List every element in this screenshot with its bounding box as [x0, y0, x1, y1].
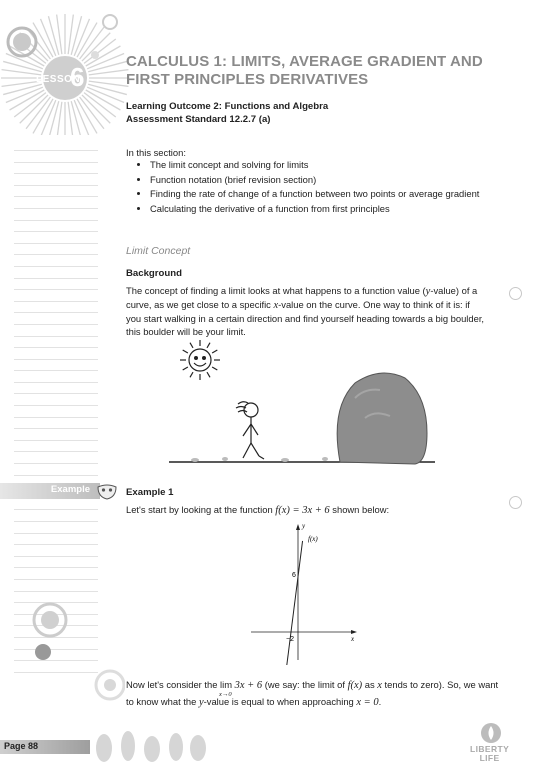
limit-notation: lim x→0	[219, 679, 233, 698]
curve-label: f(x)	[308, 535, 318, 543]
example-text: Let's start by looking at the function f(x) = 3x + 6 shown below:	[126, 504, 390, 516]
function-graph	[245, 520, 365, 665]
background-paragraph: The concept of finding a limit looks at what happens to a function value (y-value) of a curve, as we get close to a specific x-value on the curve. One way to think of it is: if you start walking in a certain direction and find yourself heading towards a big boulder, this boulder will be your limit.	[126, 285, 485, 337]
lesson-sunburst-graphic	[0, 0, 130, 135]
liberty-logo-icon	[480, 722, 502, 744]
background-heading: Background	[126, 268, 182, 279]
example-heading: Example 1	[126, 487, 174, 498]
x-axis-label: x	[351, 635, 355, 643]
binder-hole	[509, 496, 522, 509]
learning-outcome: Learning Outcome 2: Functions and Algebra Assessment Standard 12.2.7 (a)	[126, 101, 329, 125]
example-tab: Example	[0, 483, 100, 499]
lesson-label: LESSON	[36, 74, 81, 85]
page-title: CALCULUS 1: LIMITS, AVERAGE GRADIENT AND FIRST PRINCIPLES DERIVATIVES	[126, 53, 483, 88]
function-line	[286, 541, 302, 665]
list-item: • Calculating the derivative of a function from first principles	[150, 202, 480, 215]
decorative-circles	[15, 590, 125, 710]
list-item: • Finding the rate of change of a function between two points or average gradient	[150, 187, 480, 200]
page-number: Page 88	[0, 740, 90, 754]
limit-paragraph: Now let's consider the lim x→0 3x + 6 (we say: the limit of f(x) as x tends to zero). So, we want to know what the y-value is equal to when approaching x = 0.	[126, 679, 499, 708]
lesson-number: 6	[70, 62, 85, 92]
binder-hole	[509, 287, 522, 300]
mask-icon	[96, 483, 118, 501]
boulder-illustration	[165, 338, 435, 473]
x-axis-arrow	[351, 630, 357, 634]
liberty-logo-text: LIBERTY LIFE	[470, 744, 510, 763]
section-bullet-list	[138, 158, 480, 216]
list-item: • The limit concept and solving for limits	[150, 158, 480, 171]
x-intercept-label: −2	[286, 636, 294, 643]
y-axis-label: y	[302, 522, 306, 530]
section-heading: Limit Concept	[126, 245, 191, 257]
intro-text: In this section:	[126, 147, 186, 158]
y-intercept-label: 6	[292, 572, 296, 579]
y-axis-arrow	[296, 524, 300, 530]
dancers-graphic	[92, 728, 212, 768]
list-item: • Function notation (brief revision section)	[150, 173, 480, 186]
